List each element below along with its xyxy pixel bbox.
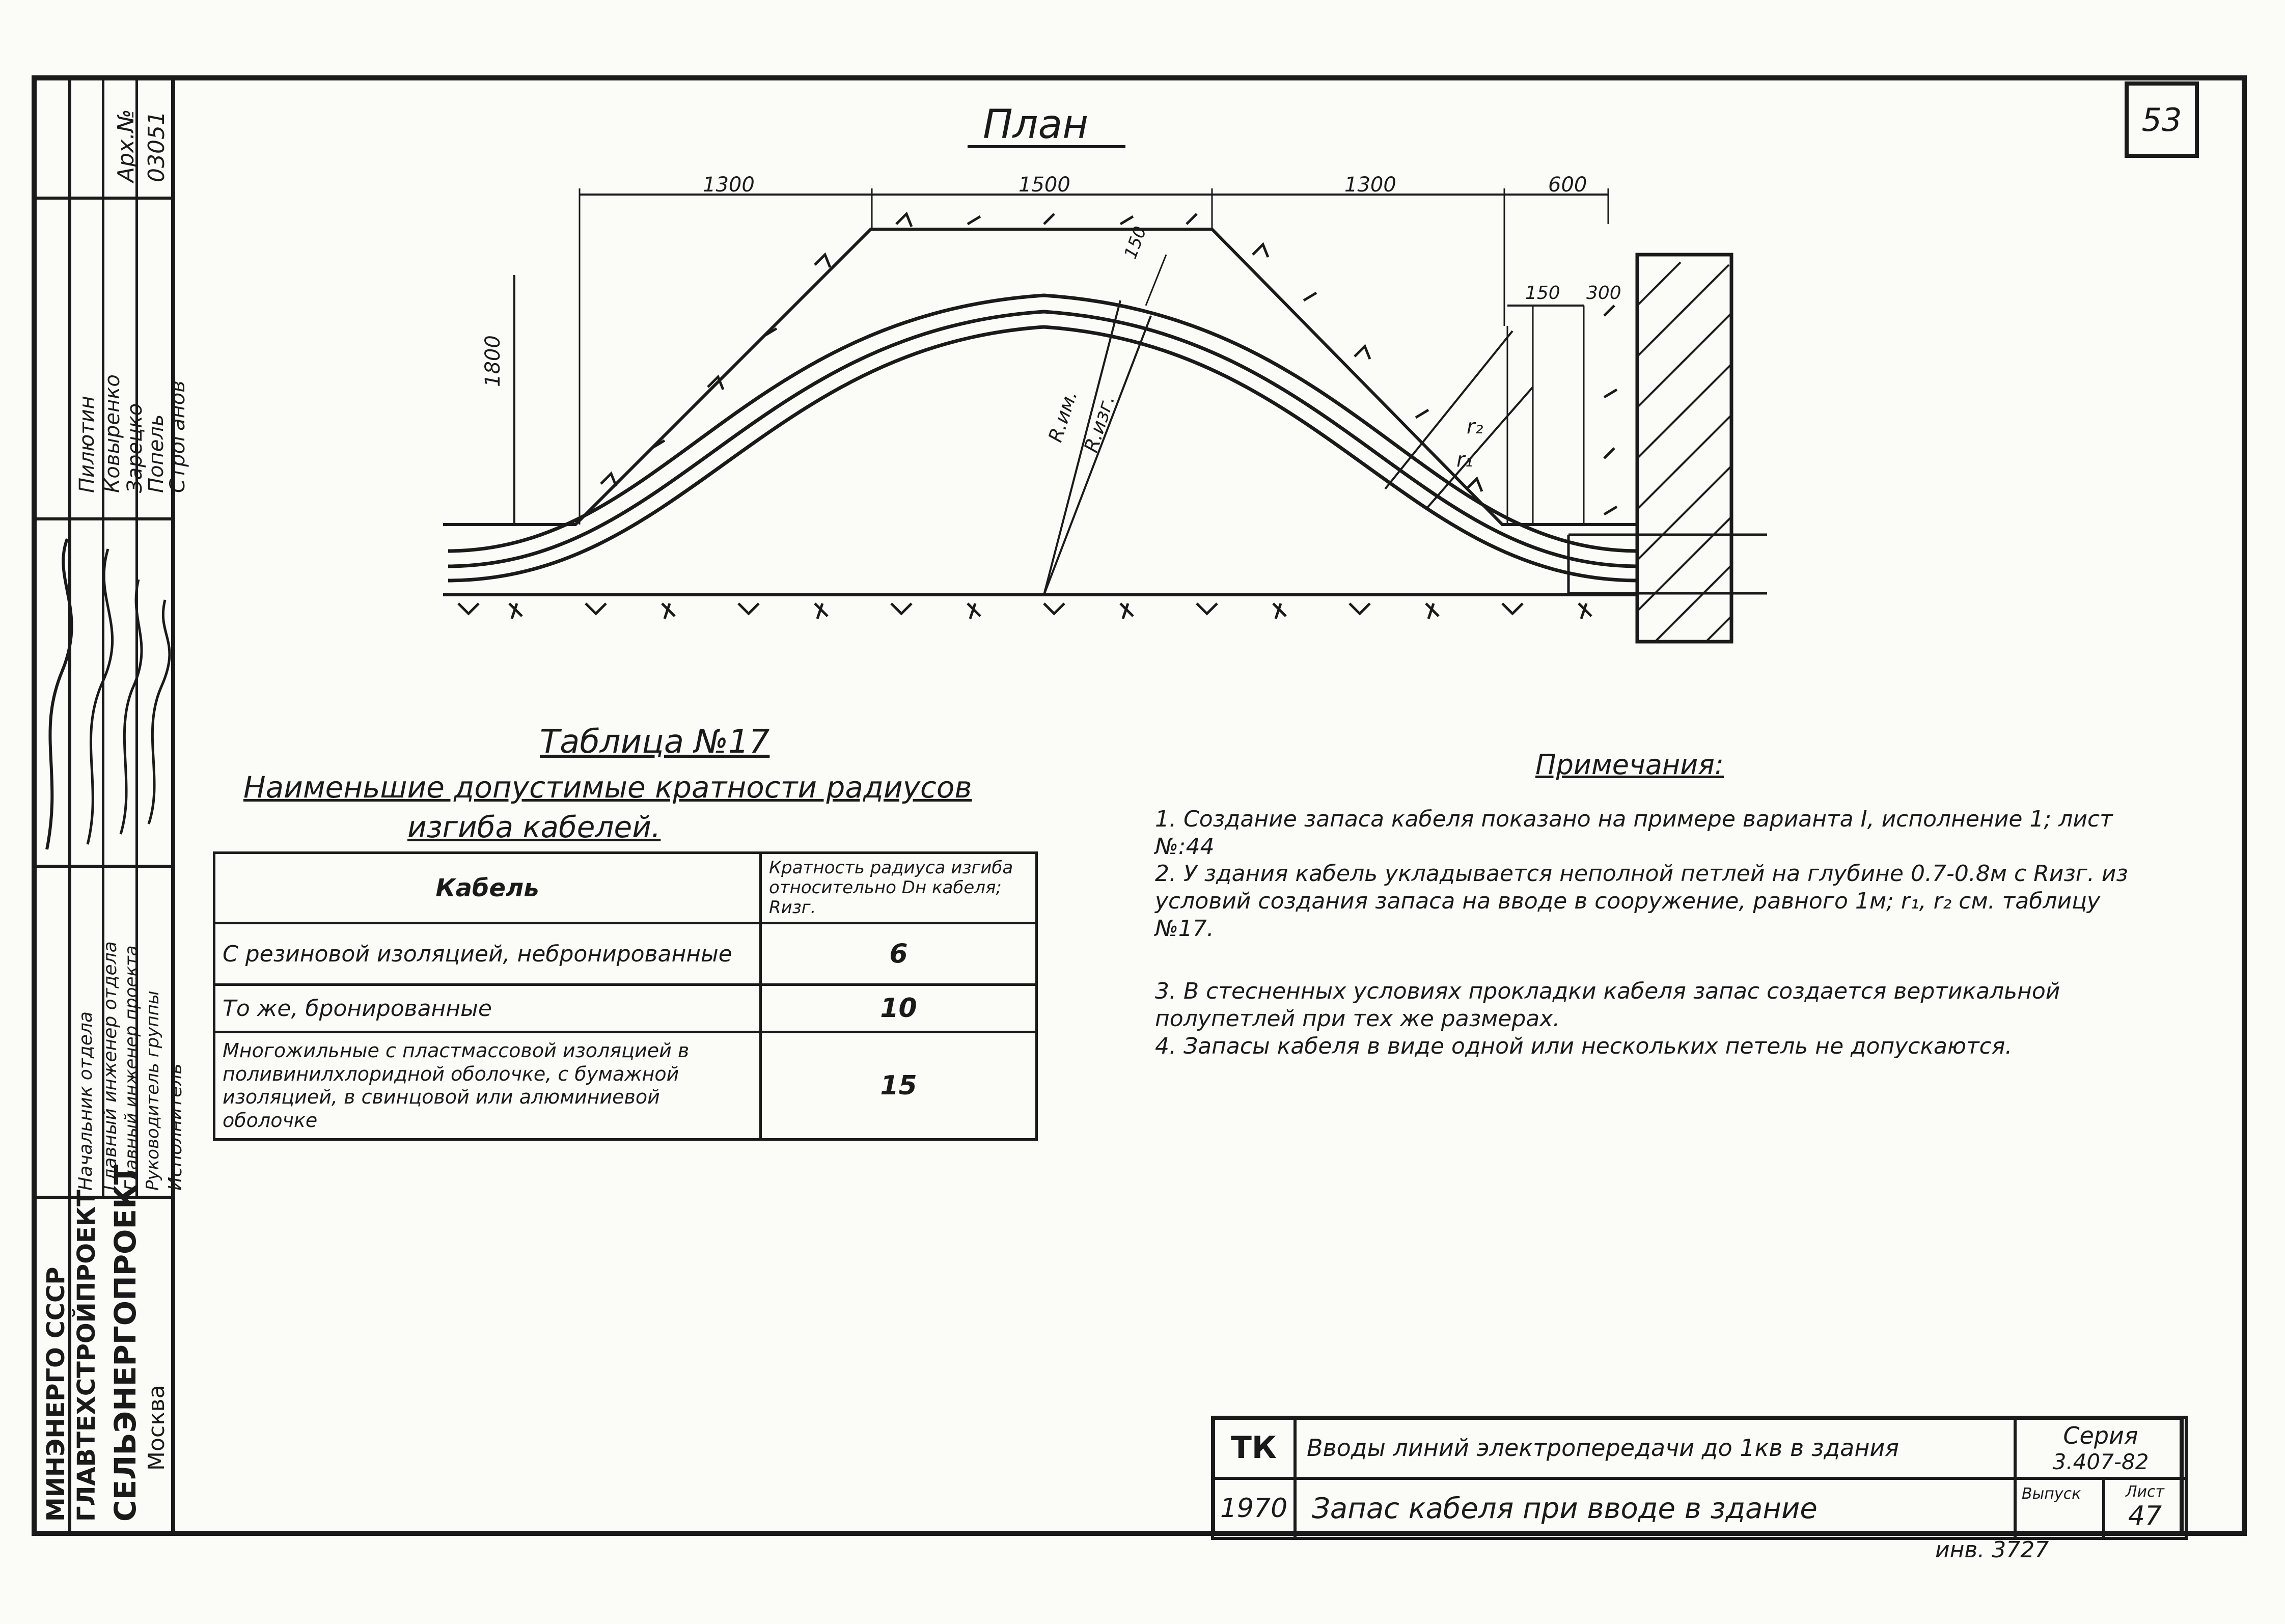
radius-inner-label: R.им. <box>1044 388 1082 445</box>
dim-1300-left: 1300 <box>703 173 755 197</box>
dim-1500: 1500 <box>1018 173 1070 197</box>
note-item: 1. Создание запаса кабеля показано на примере варианта I, исполнение 1; лист №:44 <box>1155 806 2113 860</box>
archive-number: 03051 <box>144 111 170 182</box>
table-17 <box>213 851 1038 1141</box>
tb-code: ТК <box>1211 1416 1297 1480</box>
org-city: Москва <box>144 1385 170 1471</box>
stamp-name: Зарецко <box>123 403 147 493</box>
stamp-name: Строганов <box>166 380 189 493</box>
notes-title: Примечания: <box>1535 749 1724 781</box>
note-item: 4. Запасы кабеля в виде одной или нескольких петель не допускаются. <box>1155 1033 2013 1059</box>
r1-label: r₁ <box>1456 448 1473 472</box>
archive-label: Арх.№ <box>113 109 139 182</box>
r2-label: r₂ <box>1467 415 1483 438</box>
dim-600: 600 <box>1548 173 1587 197</box>
table-row <box>214 923 1037 985</box>
dim-300: 300 <box>1586 283 1621 304</box>
table-subtitle-line2: изгиба кабелей. <box>407 810 661 844</box>
tb-series-cell <box>2014 1416 2188 1480</box>
cable-cell: Многожильные с пластмассовой изоляцией в поливинилхлоридной оболочке, с бумажной изоляцией, в свинцовой или алюминиевой оболочке <box>214 1032 761 1140</box>
page-number: 53 <box>2141 101 2182 139</box>
ratio-cell: 15 <box>761 1032 1037 1140</box>
tb-sheet-title: Запас кабеля при вводе в здание <box>1293 1477 2017 1540</box>
table-row <box>214 985 1037 1032</box>
ratio-cell: 10 <box>761 985 1037 1032</box>
col-cable-header: Кабель <box>214 853 761 923</box>
org-ministry: МИНЭНЕРГО СССР <box>42 1267 70 1522</box>
table-title: Таблица №17 <box>540 723 770 761</box>
tb-series: 3.407-82 <box>2052 1449 2149 1474</box>
stamp-name: Попель <box>145 414 168 493</box>
stamp-role: Главный инженер отдела <box>100 941 121 1191</box>
org-institute: СЕЛЬЭНЕРГОПРОЕКТ <box>108 1164 143 1522</box>
cable-cell: С резиновой изоляцией, небронированные <box>214 923 761 985</box>
title-block <box>1211 1416 2184 1536</box>
stamp-role: Начальник отдела <box>75 1011 96 1191</box>
stamp-name: Пилютин <box>75 396 99 493</box>
org-main: ГЛАВТЕХСТРОЙПРОЕКТ <box>72 1190 101 1522</box>
dim-150-right: 150 <box>1525 283 1560 304</box>
note-item: 2. У здания кабель укладывается неполной петлей на глубине 0.7-0.8м с Rизг. из условий создания запаса на вводе в сооружение, равного 1м; r₁, r₂ см. таблицу №17. <box>1155 861 2128 942</box>
tb-series-label: Серия <box>2063 1422 2138 1449</box>
tb-description: Вводы линий электропередачи до 1кв в здания <box>1293 1416 2017 1480</box>
ratio-cell: 6 <box>761 923 1037 985</box>
tb-sheet-label: Лист <box>2125 1483 2165 1501</box>
tb-year: 1970 <box>1211 1477 1297 1540</box>
dim-150: 150 <box>1120 224 1151 262</box>
table-subtitle-line1: Наименьшие допустимые кратности радиусов <box>243 770 972 805</box>
inventory-number: инв. 3727 <box>1935 1537 2049 1563</box>
stamp-role: Исполнитель <box>165 1063 186 1191</box>
cable-cell: То же, бронированные <box>214 985 761 1032</box>
tb-issue-label: Выпуск <box>2014 1477 2105 1540</box>
tb-sheet-number: 47 <box>2128 1501 2162 1531</box>
dim-1800: 1800 <box>481 335 505 387</box>
notes-body <box>1155 806 2133 1060</box>
stamp-role: Руководитель группы <box>143 990 163 1191</box>
radius-outer-label: R.изг. <box>1080 392 1119 455</box>
dim-1300-right: 1300 <box>1344 173 1396 197</box>
plan-title: План <box>983 102 1089 148</box>
stamp-name: Ковыренко <box>101 374 124 493</box>
table-row <box>214 1032 1037 1140</box>
col-ratio-header: Кратность радиуса изгиба относительно Dн кабеля; Rизг. <box>761 853 1037 923</box>
table-header-row <box>214 853 1037 923</box>
stamp-role: Главный инженер проекта <box>121 945 142 1191</box>
tb-sheet-cell <box>2102 1477 2188 1540</box>
note-item: 3. В стесненных условиях прокладки кабеля запас создается вертикальной полупетлей при тех же размерах. <box>1155 978 2060 1032</box>
